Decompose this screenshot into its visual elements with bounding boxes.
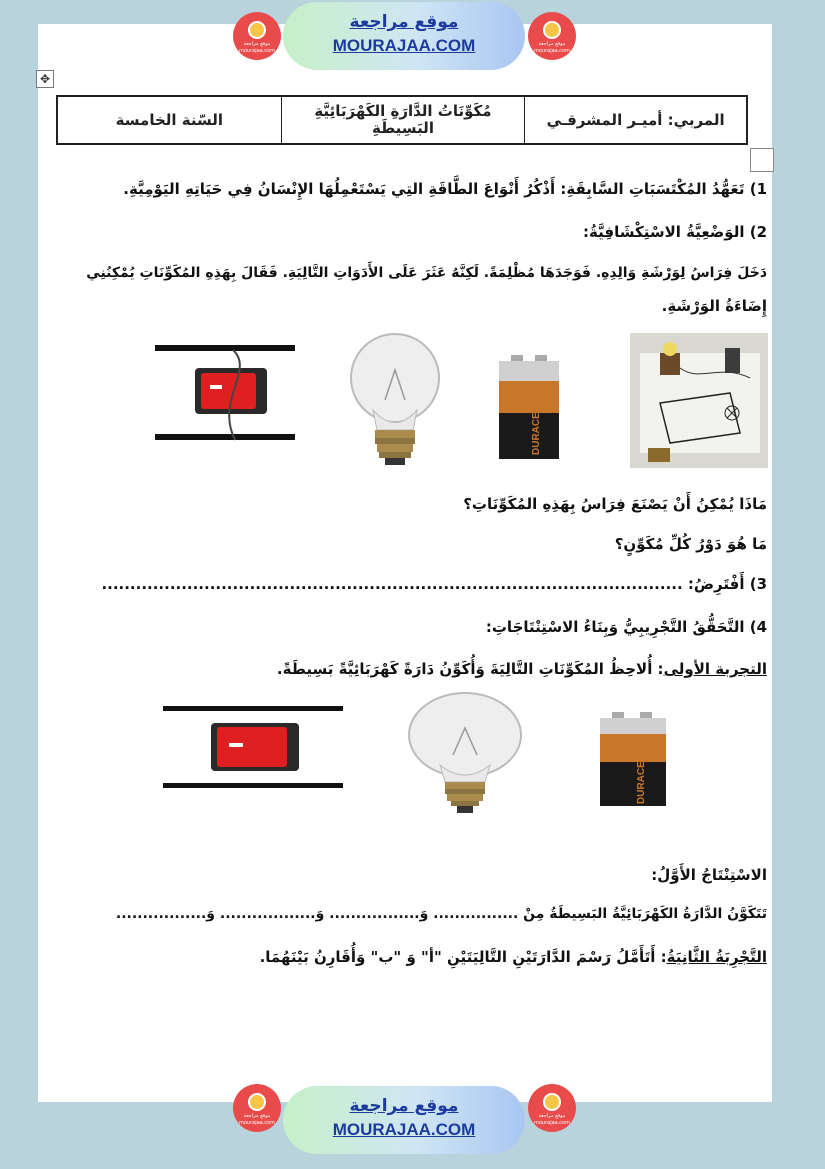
- bottom-site-banner[interactable]: [283, 1086, 525, 1154]
- switch-illustration-2: [163, 703, 345, 791]
- badge-text: موقع مراجعة: [538, 1113, 566, 1119]
- right-logo-badge: [528, 12, 576, 60]
- section-4-title: 4) التَّحَقُّقُ التَّجْرِيبِيُّ وَبِنَاءُ الاسْتِنْتَاجَاتِ:: [485, 618, 767, 636]
- topic-cell: مُكَوِّنَاتُ الدَّارَةِ الكَهْرَبَائِيَّةِ البَسِيطَةِ: [281, 97, 525, 143]
- experiment-1-text: : أُلاحِظُ المُكَوِّنَاتِ التَّالِيَةَ وَأُكَوِّنُ دَارَةً كَهْرَبَائِيَّةً بَسِيطَةً.: [276, 660, 664, 678]
- bottom-left-logo-badge: [233, 1084, 281, 1132]
- grade-cell: السّنة الخامسة: [115, 110, 224, 129]
- bulb-illustration-2: [405, 690, 525, 815]
- bulb-illustration: [343, 330, 448, 470]
- switch-illustration: [155, 340, 300, 445]
- question-1: مَاذَا يُمْكِنُ أَنْ يَصْنَعَ فِرَاسُ بِهَذِهِ المُكَوِّنَاتِ؟: [463, 495, 767, 513]
- section-1: 1) تَعَهُّدُ المُكْتَسَبَاتِ السَّابِقَةِ: أَذْكُرُ أَنْوَاعَ الطَّاقَةِ التِي يَسْتَعْمِلُهَا الإِنْسَانُ فِي حَيَاتِهِ اليَوْمِيَّةِ.: [123, 180, 767, 198]
- conclusion-1-text[interactable]: تَتَكَوَّنُ الدَّارَةُ الكَهْرَبَائِيَّةُ البَسِيطَةُ مِنْ ................ وَ................. وَ.................. وَ.................: [115, 906, 767, 922]
- logo-icon: [248, 21, 266, 39]
- top-site-banner[interactable]: [283, 2, 525, 70]
- left-logo-badge: [233, 12, 281, 60]
- logo-icon: [248, 1093, 266, 1111]
- section-2-title: 2) الوَضْعِيَّةُ الاسْتِكْشَافِيَّةُ:: [583, 223, 767, 241]
- experiment-2-text: : أَتَأَمَّلُ رَسْمَ الدَّارَتَيْنِ التَّالِيَتَيْنِ "أ" وَ "ب" وَأُقَارِنُ بَيْنَهُمَا.: [259, 948, 667, 966]
- banner-arabic: موقع مراجعة: [349, 1096, 459, 1116]
- battery-illustration: [497, 355, 562, 460]
- situation-line-2: إِضَاءَةُ الوَرْشَةِ.: [661, 297, 767, 315]
- question-2: مَا هُوَ دَوْرُ كُلِّ مُكَوِّنٍ؟: [614, 535, 767, 553]
- header-table: [56, 95, 748, 145]
- badge-url: mourajaa.com: [238, 48, 275, 54]
- banner-url: MOURAJAA.COM: [332, 1120, 476, 1139]
- circuit-photo: [630, 333, 768, 468]
- banner-arabic: موقع مراجعة: [349, 12, 459, 32]
- logo-icon: [543, 1093, 561, 1111]
- conclusion-1-title: الاسْتِنْتَاجُ الأَوَّلُ:: [651, 866, 767, 884]
- logo-icon: [543, 21, 561, 39]
- situation-line-1: دَخَلَ فِرَاسُ لِوَرْشَةِ وَالِدِهِ. فَوَجَدَهَا مُظْلِمَةً. لَكِنَّهُ عَثَرَ عَلَى الأَدَوَاتِ التَّالِيَةِ. فَقَالَ بِهَذِهِ المُكَوِّنَاتِ يُمْكِنُنِي: [86, 265, 767, 281]
- section-3-hypothesis[interactable]: 3) أَفْتَرِضُ: ......................................................................................................: [101, 575, 767, 593]
- badge-text: موقع مراجعة: [243, 1113, 271, 1119]
- small-square: [750, 148, 774, 172]
- badge-url: mourajaa.com: [533, 48, 570, 54]
- bottom-right-logo-badge: [528, 1084, 576, 1132]
- banner-url: MOURAJAA.COM: [332, 36, 476, 55]
- table-move-handle-icon[interactable]: ✥: [36, 70, 54, 88]
- battery-brand-label-2: DURACELL: [636, 749, 647, 804]
- experiment-1-label: التجربة الأولى: [663, 660, 767, 678]
- experiment-2: [260, 948, 767, 966]
- experiment-1: [277, 660, 767, 678]
- battery-illustration-2: [598, 712, 668, 807]
- badge-url: mourajaa.com: [238, 1120, 275, 1126]
- badge-url: mourajaa.com: [533, 1120, 570, 1126]
- badge-text: موقع مراجعة: [243, 41, 271, 47]
- badge-text: موقع مراجعة: [538, 41, 566, 47]
- experiment-2-label: التَّجْرِبَةُ الثَّانِيَةُ: [666, 948, 767, 966]
- battery-brand-label: DURACELL: [531, 400, 542, 455]
- teacher-cell: المربي: أميـر المشرقـي: [524, 97, 746, 143]
